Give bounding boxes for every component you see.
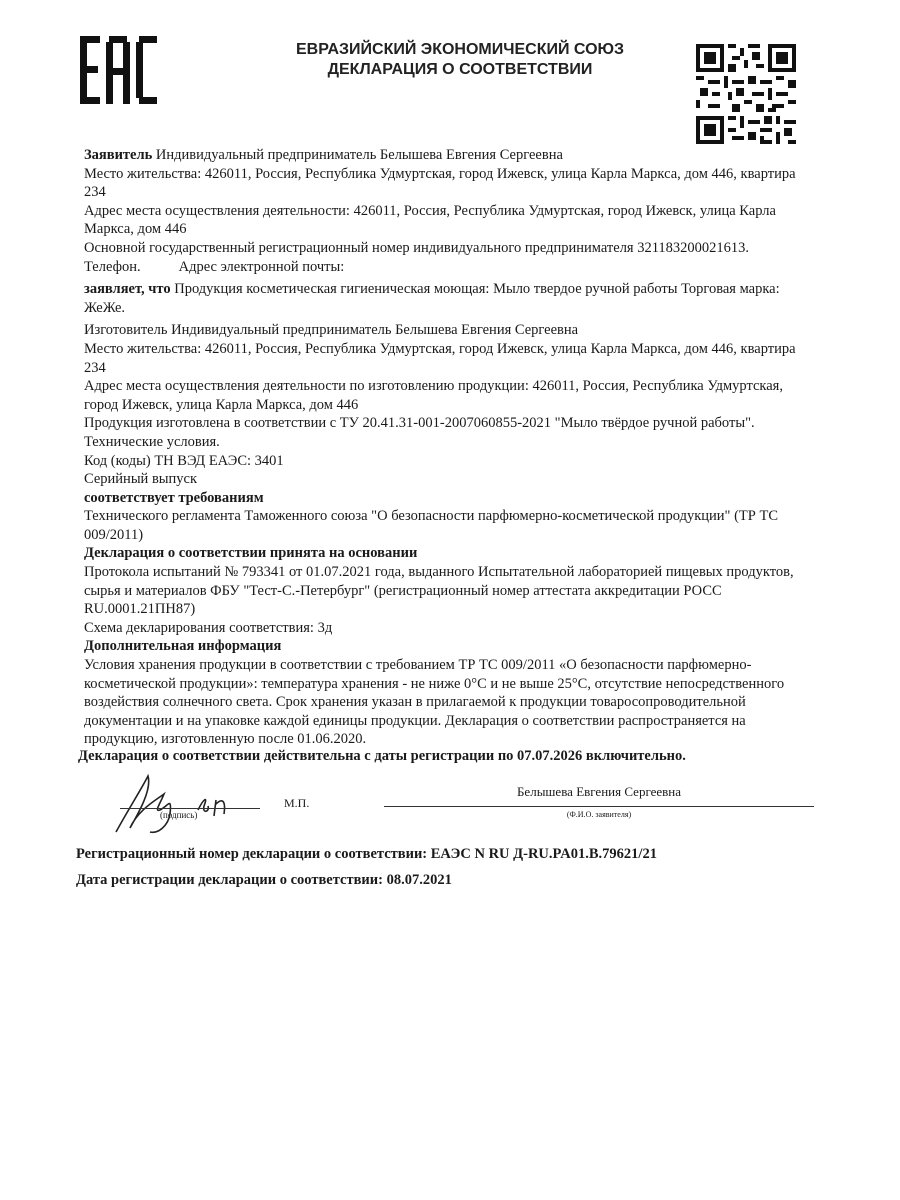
declaration-body	[84, 146, 812, 749]
basis-heading-text: Декларация о соответствии принята на основании	[84, 545, 418, 562]
signer-name: Белышева Евгения Сергеевна	[516, 784, 682, 799]
eac-logo-icon	[78, 34, 158, 106]
stamp-label: М.П.	[284, 796, 310, 810]
registration-date: Дата регистрации декларации о соответствии: 08.07.2021	[76, 872, 452, 888]
applicant-activity-address: Адрес места осуществления деятельности: 426011, Россия, Республика Удмуртская, город Ижевск, улица Карла Маркса, дом 446	[84, 202, 776, 238]
document-header	[270, 40, 650, 80]
compliance-heading	[84, 489, 812, 508]
declares-label: заявляет, что	[84, 281, 171, 298]
validity-statement: Декларация о соответствии действительна с даты регистрации по 07.07.2026 включительно.	[78, 748, 686, 764]
basis-heading	[84, 544, 812, 563]
product-standard: Продукция изготовлена в соответствии с ТУ 20.41.31-001-2007060855-2021 "Мыло твёрдое ручной работы". Технические условия.	[84, 415, 755, 450]
product-description: Продукция косметическая гигиеническая моющая: Мыло твердое ручной работы Торговая марка: ЖеЖе.	[84, 281, 780, 316]
applicant-phone: Телефон.	[84, 258, 141, 275]
additional-text: Условия хранения продукции в соответствии с требованием ТР ТС 009/2011 «О безопасности парфюмерно-косметической продукции»: температура хранения - не ниже 0°С и не выше 25°С, отсутствие непосредственного воздействия солнечного света. Срок хранения указан в прилагаемой к продукции товаросопроводительной документации и на упаковке каждой единицы продукции. Декларация о соответствии распространяется на продукцию, изготовленную после 01.06.2020.	[84, 657, 785, 748]
release-type: Серийный выпуск	[84, 471, 198, 488]
qr-code-icon	[696, 44, 796, 144]
signer-caption: (Ф.И.О. заявителя)	[566, 810, 632, 819]
applicant-label: Заявитель	[84, 147, 153, 163]
applicant-name: Индивидуальный предприниматель Белышева Евгения Сергеевна	[152, 147, 563, 163]
declares-line	[84, 280, 812, 317]
applicant-ogrnip: Основной государственный регистрационный номер индивидуального предпринимателя 321183200021613.	[84, 239, 750, 256]
signature-caption: (подпись)	[160, 810, 198, 820]
signer-line	[384, 806, 814, 807]
union-title: ЕВРАЗИЙСКИЙ ЭКОНОМИЧЕСКИЙ СОЮЗ	[295, 41, 625, 58]
declaration-scheme: Схема декларирования соответствия: 3д	[84, 619, 333, 636]
tn-ved-code: Код (коды) ТН ВЭД ЕАЭС: 3401	[84, 452, 284, 469]
compliance-heading-text: соответствует требованиям	[84, 489, 264, 506]
manufacturer-name: Изготовитель Индивидуальный предприниматель Белышева Евгения Сергеевна	[84, 322, 579, 339]
basis-text: Протокола испытаний № 793341 от 01.07.2021 года, выданного Испытательной лабораторией пищевых продуктов, сырья и материалов ФБУ "Тест-С.-Петербург" (регистрационный номер аттестата аккредитации РОСС RU.0001.21ПН87)	[84, 564, 794, 618]
signature-line	[120, 808, 260, 809]
additional-heading	[84, 637, 812, 656]
applicant-email: Адрес электронной почты:	[178, 258, 345, 275]
handwritten-signature	[108, 770, 258, 840]
applicant-contacts	[84, 258, 812, 277]
document-title: ДЕКЛАРАЦИЯ О СООТВЕТСТВИИ	[327, 61, 593, 78]
registration-number: Регистрационный номер декларации о соответствии: ЕАЭС N RU Д-RU.PA01.B.79621/21	[76, 846, 657, 862]
applicant-residence: Место жительства: 426011, Россия, Республика Удмуртская, город Ижевск, улица Карла Маркса, дом 446, квартира 234	[84, 165, 796, 201]
applicant-line	[84, 146, 812, 165]
manufacturer-production-address: Адрес места осуществления деятельности по изготовлению продукции: 426011, Россия, Республика Удмуртская, город Ижевск, улица Карла Маркса, дом 446	[84, 378, 783, 413]
manufacturer-residence: Место жительства: 426011, Россия, Республика Удмуртская, город Ижевск, улица Карла Маркса, дом 446, квартира 234	[84, 340, 796, 376]
additional-heading-text: Дополнительная информация	[84, 638, 282, 655]
compliance-text: Технического регламента Таможенного союза "О безопасности парфюмерно-косметической продукции" (ТР ТС 009/2011)	[84, 508, 778, 543]
